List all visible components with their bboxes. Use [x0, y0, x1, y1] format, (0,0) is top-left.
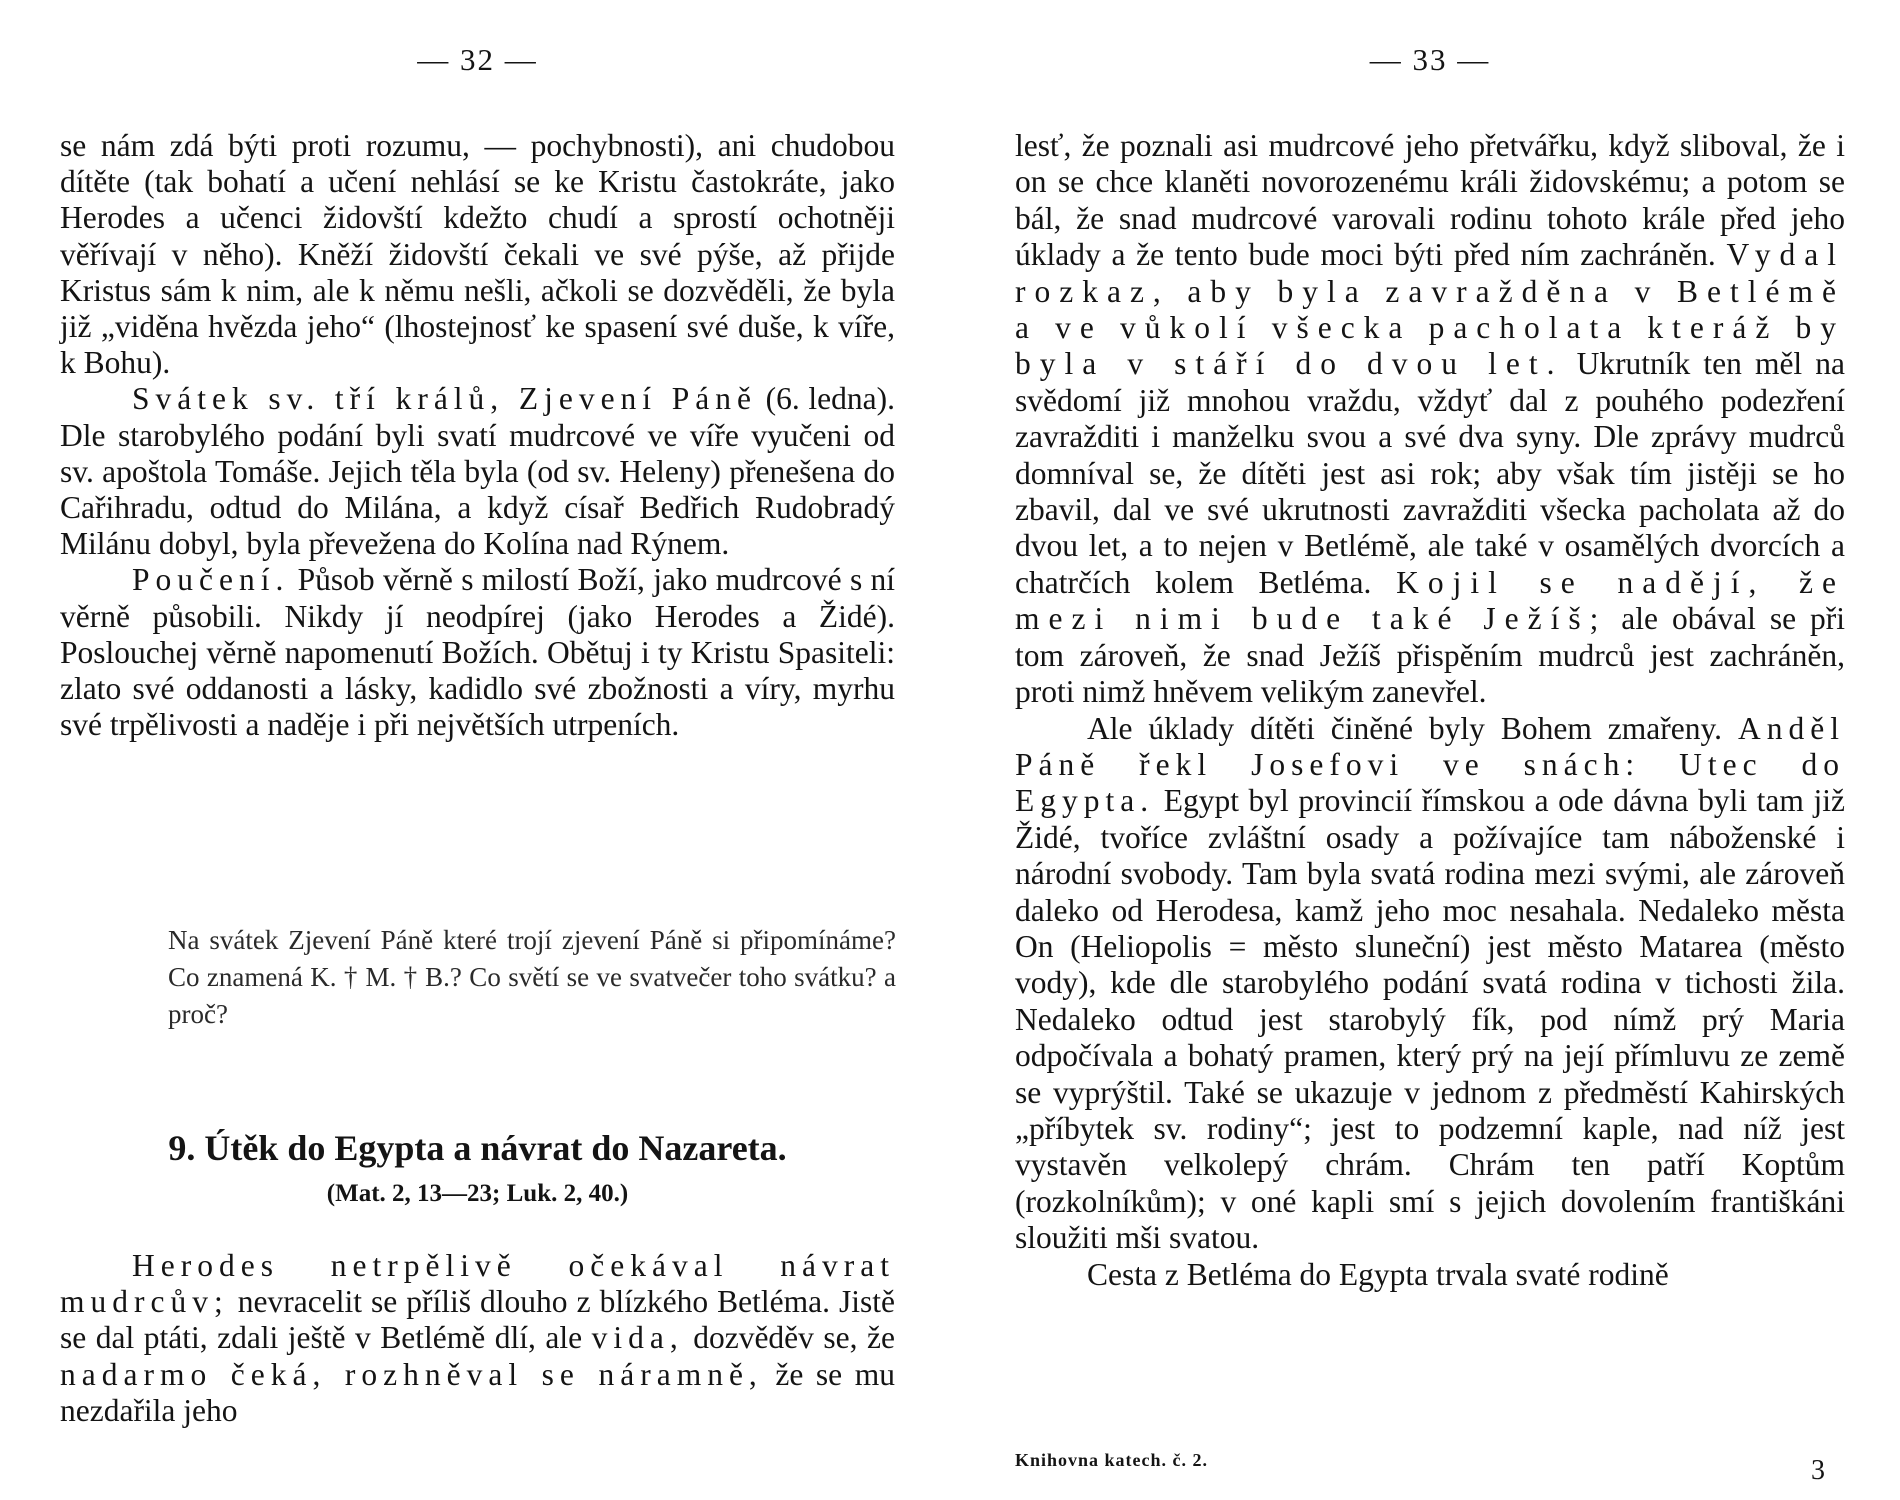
spaced-text: Anděl Páně řekl Josefovi ve snách: Utec do Egypta. — [1015, 710, 1845, 819]
paragraph-text: dozvěděv se, že — [683, 1320, 895, 1356]
sheet-number: 3 — [1811, 1455, 1825, 1486]
spaced-text: nadarmo čeká, rozhněval se náramně, — [60, 1356, 763, 1392]
paragraph-lesson — [60, 562, 895, 743]
spaced-text: vida, — [591, 1320, 684, 1356]
paragraph-text: nevracelit se příliš dlouho z blízkého Betléma. Jistě se dal ptáti, zdali ještě v Betlémě dlí, ale — [60, 1284, 895, 1356]
footer-note: Knihovna katech. č. 2. — [1015, 1450, 1209, 1470]
paragraph — [1015, 711, 1845, 1257]
review-question: Na svátek Zjevení Páně které trojí zjevení Páně si připomínáme? Co znamená K. † M. † B.? Co světí se ve svatvečer toho svátku? a proč? — [168, 925, 896, 1029]
spaced-text: Vydal rozkaz, aby byla zavražděna v Betlémě a ve vůkolí všecka pacholata kteráž by byla v stáří do dvou let. — [1015, 237, 1845, 382]
spaced-text: Kojil se nadějí, že mezi nimi bude také Ježíš; — [1015, 564, 1845, 637]
paragraph-text: Působ věrně s milostí Boží, jako mudrcové s ní věrně působili. Nikdy jí neodpírej (jako Herodes a Židé). Poslouchej věrně napomenutí Božích. Obětuj i ty Kristu Spasiteli: zlato své oddanosti a lásky, kadidlo své zbožnosti a víry, myrhu své trpělivosti a naděje i při největších utrpeních. — [60, 562, 895, 743]
paragraph-feast — [60, 381, 895, 562]
paragraph: se nám zdá býti proti rozumu, — pochybnosti), ani chudobou dítěte (tak bohatí a učení nehlásí se ke Kristu častokráte, jako Herodes a učenci židovští kdežto chudí a sprostí ochotněji věřívají v něho). Kněží židovští čekali ve své pýše, až přijde Kristus sám k nim, ale k němu nešli, ačkoli se dozvěděli, že byla již „viděna hvězda jeho“ (lhostejnosť ke spasení své duše, k víře, k Bohu). — [60, 128, 895, 381]
paragraph: Cesta z Betléma do Egypta trvala svaté rodině — [1087, 1256, 1669, 1292]
right-body-text — [1015, 128, 1845, 1293]
paragraph — [60, 1248, 895, 1429]
page-number: — 32 — — [417, 42, 538, 77]
page-number: — 33 — — [1369, 42, 1491, 77]
spaced-heading: Svátek sv. tří králů, Zjevení Páně — [132, 381, 757, 417]
spaced-text: Herodes netrpělivě očekával návrat mudrcův; — [60, 1248, 895, 1320]
paragraph-text: Egypt byl provincií římskou a ode dávna byli tam již Židé, tvoříce zvláštní osady a požívajíce tam náboženské i národní svobody. Tam byla svatá rodina mezi svými, ale zároveň daleko od Herodesa, kamž jeho moc nesahala. Nedaleko města On (Heliopolis = město sluneční) jest město Matarea (město vody), kde dle starobylého podání svatá rodina v tichosti žila. Nedaleko odtud jest starobylý fík, pod nímž prý Maria odpočívala a bohatý pramen, který prý na její přímluvu ze země se vyprýštil. Také se ukazuje v jednom z předměstí Kahirských „příbytek sv. rodiny“; jest to podzemní kaple, nad níž jest vystavěn velkolepý chrám. Chrám ten patří Koptům (rozkolníkům); v oné kapli smí s jejich dovolením františkáni sloužiti mši svatou. — [1015, 783, 1845, 1256]
section-title: 9. Útěk do Egypta a návrat do Nazareta. — [168, 1128, 787, 1168]
section-reference: (Mat. 2, 13—23; Luk. 2, 40.) — [326, 1180, 629, 1207]
paragraph-text: že se mu nezdařila jeho — [60, 1356, 895, 1428]
paragraph-text: ale obával se při tom zároveň, že snad Ježíš přispěním mudrců jest zachráněn, proti nimž hněvem velikým zanevřel. — [1015, 601, 1845, 710]
paragraph-text: lesť, že poznali asi mudrcové jeho přetvářku, když sliboval, že i on se chce klaněti novorozenému králi židovskému; a potom se bál, že snad mudrcové varovali rodinu tohoto krále před jeho úklady a že tento bude moci býti před ním zachráněn. — [1015, 128, 1845, 273]
paragraph-text: Ukrutník ten měl na svědomí již mnohou vraždu, vždyť dal z pouhého podezření zavražditi i manželku svou a své dva syny. Dle zprávy mudrců domníval se, že dítěti jest asi rok; aby však tím jistěji se ho zbavil, dal ve své ukrutnosti zavražditi všecka pacholata až do dvou let, a to nejen v Betlémě, ale také v osamělých dvorcích a chatrčích kolem Betléma. — [1015, 346, 1845, 600]
paragraph-text: (6. ledna). Dle starobylého podání byli svatí mudrcové ve víře vyučeni od sv. apoštola Tomáše. Jejich těla byla (od sv. Heleny) přenešena do Cařihradu, odtud do Milána, a když císař Bedřich Rudobradý Milánu dobyl, byla převežena do Kolína nad Rýnem. — [60, 381, 895, 562]
spaced-heading: Poučení. — [132, 562, 290, 598]
section-text — [60, 1248, 895, 1429]
paragraph-text: Ale úklady dítěti činěné byly Bohem zmařeny. — [1087, 710, 1739, 746]
paragraph — [1015, 128, 1845, 711]
left-body-text — [60, 128, 895, 743]
